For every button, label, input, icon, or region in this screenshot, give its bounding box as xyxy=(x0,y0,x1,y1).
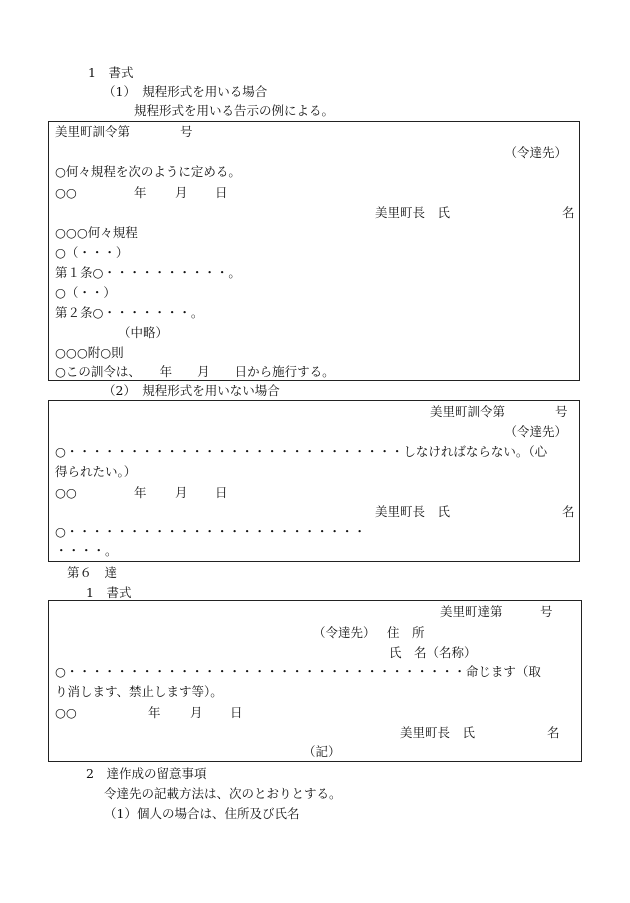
enforcement-line: ○この訓令は、 年 月 日から施行する。 xyxy=(55,364,335,379)
recipient-label: （令達先） xyxy=(504,145,567,160)
mayor-name: 名 xyxy=(562,504,575,519)
article-2: 第２条○・・・・・・・。 xyxy=(55,305,204,320)
date-month: 月 xyxy=(175,485,188,500)
body-line: ○・・・・・・・・・・・・・・・・・・・・・・・・ xyxy=(55,524,366,539)
article-caption: ○（・・） xyxy=(55,285,116,300)
date-year: 年 xyxy=(148,705,161,720)
subsection-note: 規程形式を用いる告示の例による。 xyxy=(134,103,335,118)
subsection-heading: （1） 規程形式を用いる場合 xyxy=(103,84,268,99)
tatsu-number: 美里町達第 号 xyxy=(440,604,553,619)
date-month: 月 xyxy=(190,705,203,720)
mayor-name: 名 xyxy=(562,205,575,220)
supplementary-provisions: ○○○附○則 xyxy=(55,345,124,360)
kunrei-number: 美里町訓令第 号 xyxy=(55,124,193,139)
section-subheading: 1 書式 xyxy=(86,585,132,600)
ki-label: （記） xyxy=(303,744,341,759)
article-1: 第１条○・・・・・・・・・・。 xyxy=(55,265,241,280)
section-heading: 第６ 達 xyxy=(67,565,118,580)
list-item: （1）個人の場合は、住所及び氏名 xyxy=(104,806,300,821)
omission-note: （中略） xyxy=(118,325,169,340)
mayor-name: 名 xyxy=(547,725,560,740)
date-prefix: ○○ xyxy=(55,185,77,200)
name-label: 氏 名（名称） xyxy=(389,645,477,660)
date-day: 日 xyxy=(215,485,228,500)
body-line: 得られたい。） xyxy=(55,464,137,479)
preamble-line: ○何々規程を次のように定める。 xyxy=(55,164,241,179)
body-line: ○・・・・・・・・・・・・・・・・・・・・・・・・・・・しなければならない。（心 xyxy=(55,444,548,459)
body-line: り消します、禁止します等）。 xyxy=(55,684,223,699)
recipient-label: （令達先） xyxy=(313,625,376,640)
body-line: ・・・・。 xyxy=(55,543,118,558)
kunrei-number: 美里町訓令第 号 xyxy=(430,404,568,419)
address-label: 住 所 xyxy=(387,625,425,640)
recipient-label: （令達先） xyxy=(504,424,567,439)
body-line: ○・・・・・・・・・・・・・・・・・・・・・・・・・・・・・・・・命じます（取 xyxy=(55,664,541,679)
date-day: 日 xyxy=(215,185,228,200)
date-month: 月 xyxy=(175,185,188,200)
article-caption: ○（・・・） xyxy=(55,245,129,260)
section-intro: 令達先の記載方法は、次のとおりとする。 xyxy=(104,786,342,801)
mayor-label: 美里町長 氏 xyxy=(400,725,476,740)
section-heading: 1 書式 xyxy=(88,65,134,80)
regulation-title: ○○○何々規程 xyxy=(55,225,138,240)
date-prefix: ○○ xyxy=(55,485,77,500)
date-prefix: ○○ xyxy=(55,705,77,720)
date-year: 年 xyxy=(134,185,147,200)
section-heading: 2 達作成の留意事項 xyxy=(86,766,207,781)
date-day: 日 xyxy=(230,705,243,720)
date-year: 年 xyxy=(134,485,147,500)
subsection-heading: （2） 規程形式を用いない場合 xyxy=(103,383,280,398)
mayor-label: 美里町長 氏 xyxy=(375,205,451,220)
mayor-label: 美里町長 氏 xyxy=(375,504,451,519)
